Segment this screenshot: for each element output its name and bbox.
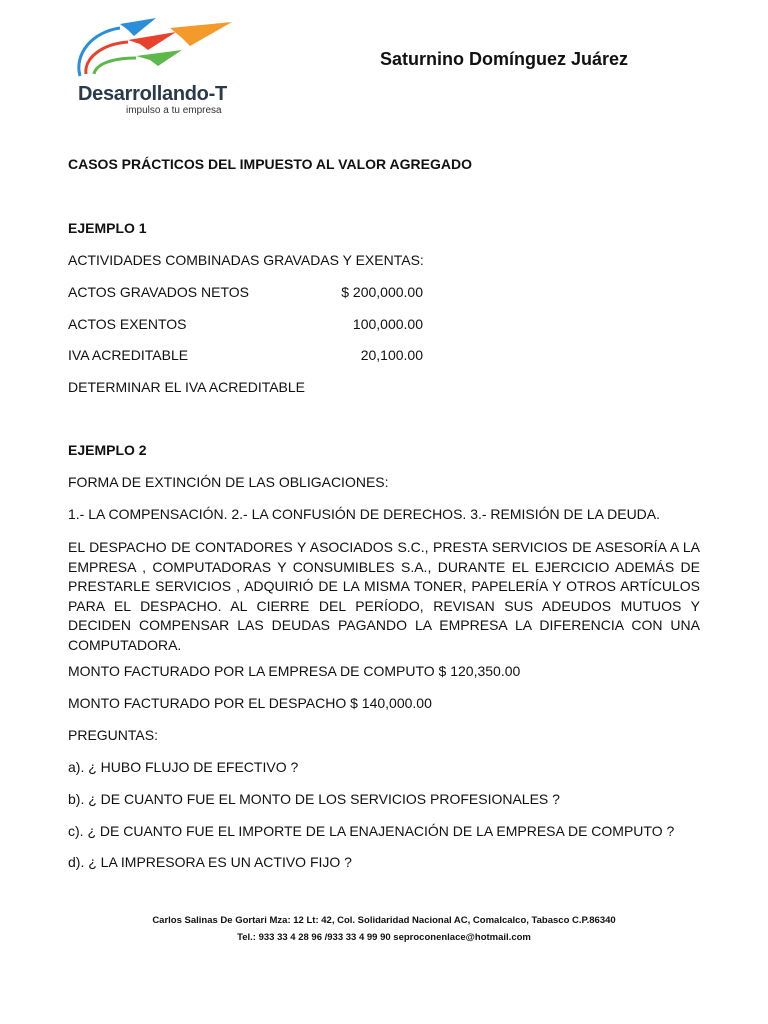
author-name: Saturnino Domínguez Juárez xyxy=(380,49,629,69)
paper-plane-logo-icon xyxy=(72,14,247,86)
example2-paragraph: EL DESPACHO DE CONTADORES Y ASOCIADOS S.C., PRESTA SERVICIOS DE ASESORÍA A LA EMPRESA , COMPUTADORAS Y CONSUMIBLES S.A., DURANTE EL EJERCICIO ADEMÁS DE PRESTARLE SERVICIOS , ADQUIRIÓ DE LA MISMA TONER, PAPELERÍA Y OTROS ARTÍCULOS PARA EL DESPACHO. AL CIERRE DEL PERÍODO, REVISAN SUS ADEUDOS MUTUOS Y DECIDEN COMPENSAR LAS DEUDAS PAGANDO LA EMPRESA LA DIFERENCIA CON UNA COMPUTADORA. xyxy=(68,539,700,653)
logo-name: Desarrollando-T xyxy=(78,83,227,105)
question-item: b). ¿ DE CUANTO FUE EL MONTO DE LOS SERVICIOS PROFESIONALES ? xyxy=(68,791,560,807)
question-item: d). ¿ LA IMPRESORA ES UN ACTIVO FIJO ? xyxy=(68,854,352,870)
example1-row-label: ACTOS GRAVADOS NETOS xyxy=(68,284,250,300)
example1-row-label: IVA ACREDITABLE xyxy=(68,347,189,363)
example1-heading: EJEMPLO 1 xyxy=(68,220,147,236)
example1-task: DETERMINAR EL IVA ACREDITABLE xyxy=(68,379,306,395)
footer-address: Carlos Salinas De Gortari Mza: 12 Lt: 42, Col. Solidaridad Nacional AC, Comalcalco, Tabasco C.P.86340 xyxy=(152,915,616,926)
example1-row-value: 100,000.00 xyxy=(352,316,423,332)
example2-intro: FORMA DE EXTINCIÓN DE LAS OBLIGACIONES: xyxy=(68,474,389,490)
example1-intro: ACTIVIDADES COMBINADAS GRAVADAS Y EXENTAS: xyxy=(68,252,424,268)
questions-label: PREGUNTAS: xyxy=(68,727,158,743)
example1-row-value: $ 200,000.00 xyxy=(341,284,423,300)
example2-amount-2: MONTO FACTURADO POR EL DESPACHO $ 140,000.00 xyxy=(68,695,432,711)
footer-contact: Tel.: 933 33 4 28 96 /933 33 4 99 90 seproconenlace@hotmail.com xyxy=(237,932,531,943)
example2-list: 1.- LA COMPENSACIÓN. 2.- LA CONFUSIÓN DE DERECHOS. 3.- REMISIÓN DE LA DEUDA. xyxy=(68,506,661,522)
company-logo xyxy=(72,14,247,114)
document-title: CASOS PRÁCTICOS DEL IMPUESTO AL VALOR AGREGADO xyxy=(68,156,472,172)
example1-row-label: ACTOS EXENTOS xyxy=(68,316,187,332)
question-item: c). ¿ DE CUANTO FUE EL IMPORTE DE LA ENAJENACIÓN DE LA EMPRESA DE COMPUTO ? xyxy=(68,823,675,839)
question-item: a). ¿ HUBO FLUJO DE EFECTIVO ? xyxy=(68,759,299,775)
example1-row-value: 20,100.00 xyxy=(360,347,423,363)
example2-heading: EJEMPLO 2 xyxy=(68,442,147,458)
logo-tagline: impulso a tu empresa xyxy=(126,105,222,116)
example2-amount-1: MONTO FACTURADO POR LA EMPRESA DE COMPUTO $ 120,350.00 xyxy=(68,663,521,679)
